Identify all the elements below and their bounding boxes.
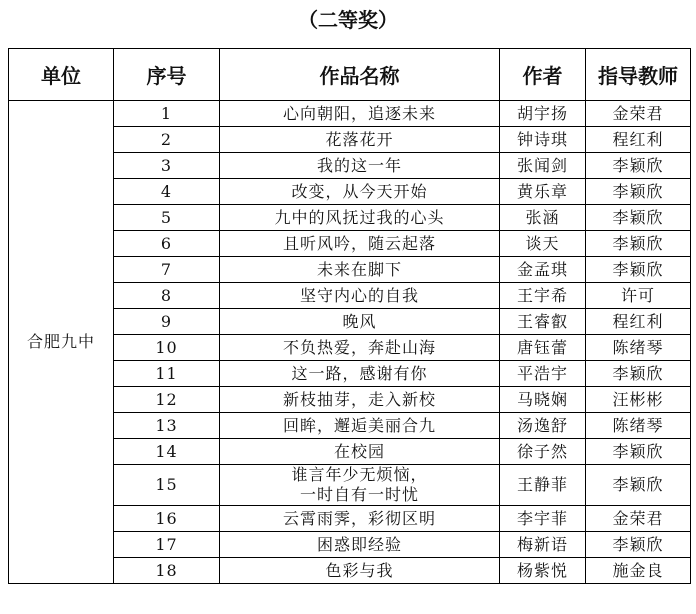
author-name: 张涵 xyxy=(500,205,586,231)
author-name: 梅新语 xyxy=(500,532,586,558)
column-header-unit: 单位 xyxy=(9,49,114,101)
author-name: 张闻剑 xyxy=(500,153,586,179)
work-title: 九中的风抚过我的心头 xyxy=(220,205,500,231)
teacher-name: 许可 xyxy=(586,283,691,309)
row-number: 3 xyxy=(114,153,220,179)
teacher-name: 李颖欣 xyxy=(586,257,691,283)
author-name: 徐子然 xyxy=(500,439,586,465)
work-title: 新枝抽芽，走入新校 xyxy=(220,387,500,413)
row-number: 1 xyxy=(114,101,220,127)
row-number: 13 xyxy=(114,413,220,439)
author-name: 王睿叡 xyxy=(500,309,586,335)
teacher-name: 李颖欣 xyxy=(586,361,691,387)
author-name: 谈天 xyxy=(500,231,586,257)
teacher-name: 程红利 xyxy=(586,309,691,335)
row-number: 2 xyxy=(114,127,220,153)
row-number: 7 xyxy=(114,257,220,283)
table-header-row xyxy=(9,49,691,101)
teacher-name: 程红利 xyxy=(586,127,691,153)
row-number: 15 xyxy=(114,465,220,506)
work-title: 困惑即经验 xyxy=(220,532,500,558)
row-number: 17 xyxy=(114,532,220,558)
author-name: 杨紫悦 xyxy=(500,558,586,584)
row-number: 11 xyxy=(114,361,220,387)
section-heading: （二等奖） xyxy=(298,8,398,32)
work-title-line-2: 一时自有一时忧 xyxy=(299,485,419,504)
table-row xyxy=(9,101,691,127)
work-title: 不负热爱，奔赴山海 xyxy=(220,335,500,361)
author-name: 钟诗琪 xyxy=(500,127,586,153)
column-header-title: 作品名称 xyxy=(220,49,500,101)
column-header-teacher: 指导教师 xyxy=(586,49,691,101)
work-title: 且听风吟，随云起落 xyxy=(220,231,500,257)
work-title: 晚风 xyxy=(220,309,500,335)
teacher-name: 李颖欣 xyxy=(586,532,691,558)
work-title: 心向朝阳，追逐未来 xyxy=(220,101,500,127)
author-name: 金孟琪 xyxy=(500,257,586,283)
teacher-name: 李颖欣 xyxy=(586,153,691,179)
row-number: 16 xyxy=(114,506,220,532)
teacher-name: 李颖欣 xyxy=(586,465,691,506)
teacher-name: 李颖欣 xyxy=(586,205,691,231)
teacher-name: 汪彬彬 xyxy=(586,387,691,413)
author-name: 李宇菲 xyxy=(500,506,586,532)
work-title: 未来在脚下 xyxy=(220,257,500,283)
column-header-author: 作者 xyxy=(500,49,586,101)
work-title xyxy=(220,465,500,506)
unit-cell: 合肥九中 xyxy=(9,101,114,584)
author-name: 汤逸舒 xyxy=(500,413,586,439)
column-header-no: 序号 xyxy=(114,49,220,101)
work-title-line-1: 谁言年少无烦恼， xyxy=(291,465,428,484)
work-title: 改变，从今天开始 xyxy=(220,179,500,205)
teacher-name: 李颖欣 xyxy=(586,439,691,465)
author-name: 胡宇扬 xyxy=(500,101,586,127)
work-title: 云霄雨霁，彩彻区明 xyxy=(220,506,500,532)
author-name: 马晓娴 xyxy=(500,387,586,413)
row-number: 4 xyxy=(114,179,220,205)
teacher-name: 陈绪琴 xyxy=(586,413,691,439)
teacher-name: 李颖欣 xyxy=(586,231,691,257)
work-title: 坚守内心的自我 xyxy=(220,283,500,309)
row-number: 5 xyxy=(114,205,220,231)
work-title: 我的这一年 xyxy=(220,153,500,179)
row-number: 9 xyxy=(114,309,220,335)
teacher-name: 陈绪琴 xyxy=(586,335,691,361)
teacher-name: 金荣君 xyxy=(586,506,691,532)
author-name: 王宇希 xyxy=(500,283,586,309)
row-number: 6 xyxy=(114,231,220,257)
row-number: 8 xyxy=(114,283,220,309)
awards-table xyxy=(8,48,691,584)
teacher-name: 金荣君 xyxy=(586,101,691,127)
row-number: 12 xyxy=(114,387,220,413)
work-title: 色彩与我 xyxy=(220,558,500,584)
row-number: 10 xyxy=(114,335,220,361)
work-title: 在校园 xyxy=(220,439,500,465)
author-name: 王静菲 xyxy=(500,465,586,506)
teacher-name: 李颖欣 xyxy=(586,179,691,205)
author-name: 黄乐章 xyxy=(500,179,586,205)
author-name: 平浩宇 xyxy=(500,361,586,387)
row-number: 14 xyxy=(114,439,220,465)
author-name: 唐钰蕾 xyxy=(500,335,586,361)
row-number: 18 xyxy=(114,558,220,584)
work-title: 这一路，感谢有你 xyxy=(220,361,500,387)
work-title: 花落花开 xyxy=(220,127,500,153)
work-title: 回眸，邂逅美丽合九 xyxy=(220,413,500,439)
teacher-name: 施金良 xyxy=(586,558,691,584)
